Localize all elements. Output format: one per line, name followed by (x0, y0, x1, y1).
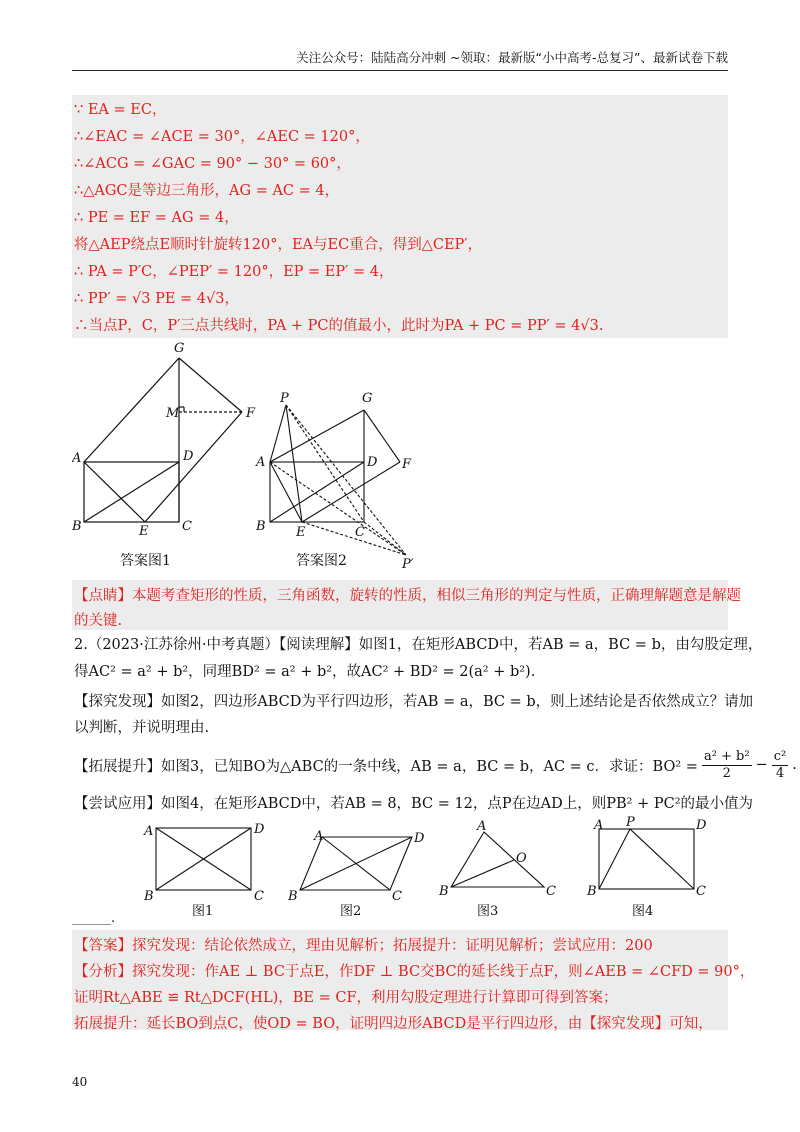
fig1-label-g: G (174, 341, 185, 356)
svg-text:B: B (587, 884, 597, 899)
problem2-apply: 【尝试应用】如图4，在矩形ABCD中，若AB = 8，BC = 12，点P在边AD上，则PB² + PC²的最小值为 (74, 796, 754, 812)
extend-frac-2-den: 4 (775, 765, 785, 781)
svg-text:P: P (626, 815, 635, 830)
fig2-label-p: P (280, 391, 289, 406)
problem-figure-1 (156, 828, 251, 890)
analysis-text-1: 探究发现：作AE ⊥ BC于点E，作DF ⊥ BC交BC的延长线于点F，则∠AEB = ∠CFD = 90°， (132, 964, 755, 980)
small-fig-4-caption: 图4 (632, 904, 654, 919)
problem2-line-2: 得AC² = a² + b²，同理BD² = a² + b²，故AC² + BD² = 2(a² + b²). (74, 664, 536, 680)
problem-figure-3 (451, 832, 544, 887)
svg-text:A: A (594, 818, 604, 833)
problem-figures-svg (72, 815, 728, 925)
svg-text:D: D (696, 818, 707, 833)
extend-text: 【拓展提升】如图3，已知BO为△ABC的一条中线，AB = a，BC = b，AC = c．求证：BO² = (74, 758, 698, 775)
solution-line: ∴△AGC是等边三角形，AG = AC = 4， (74, 183, 340, 199)
fig1-label-c: C (182, 519, 192, 534)
extend-frac-1 (702, 749, 752, 782)
page-number: 40 (72, 1075, 88, 1089)
problem2-explore-2: 以判断，并说明理由. (74, 720, 210, 736)
analysis-line-3: 拓展提升：延长BO到点C，使OD = BO，证明四边形ABCD是平行四边形，由【探究发现】可知， (74, 1016, 713, 1032)
answer-figure-2 (270, 405, 406, 555)
fig2-label-p-prime: P′ (402, 557, 414, 572)
small-fig-2-caption: 图2 (340, 904, 362, 919)
fig2-label-g: G (362, 391, 373, 406)
fig2-caption: 答案图2 (296, 553, 347, 569)
fig2-label-b: B (256, 519, 266, 534)
solution-line: ∴∠EAC = ∠ACE = 30°，∠AEC = 120°， (74, 129, 370, 145)
problem-figure-2 (300, 837, 412, 890)
solution-line: ∴ PP′ = √3 PE = 4√3， (74, 291, 239, 307)
problem2-explore-1: 【探究发现】如图2，四边形ABCD为平行四边形，若AB = a，BC = b，则上述结论是否依然成立？请加 (74, 694, 754, 710)
answer-blank: ______. (72, 911, 116, 925)
extend-frac-1-den: 2 (722, 765, 731, 781)
answer-figures (72, 340, 417, 576)
fig1-label-f: F (246, 406, 256, 421)
answer-figure-1 (84, 358, 242, 522)
svg-text:A: A (477, 819, 487, 834)
solution-line: 将△AEP绕点E顺时针旋转120°，EA与EC重合，得到△CEP′， (74, 237, 483, 253)
fig1-label-b: B (72, 519, 82, 534)
svg-text:D: D (254, 822, 265, 837)
extend-minus: − (755, 757, 768, 773)
solution-line: ∴ PE = EF = AG = 4， (74, 210, 239, 226)
fig2-label-f: F (402, 457, 412, 472)
svg-text:C: C (392, 889, 402, 904)
problem2-line-1: 2.（2023·江苏徐州·中考真题）【阅读理解】如图1，在矩形ABCD中，若AB = a，BC = b，由勾股定理， (74, 637, 763, 653)
svg-text:D: D (414, 831, 425, 846)
answer-text: 探究发现：结论依然成立，理由见解析；拓展提升：证明见解析；尝试应用：200 (132, 938, 653, 954)
svg-text:A: A (314, 829, 324, 844)
svg-text:C: C (254, 889, 264, 904)
small-fig-3-caption: 图3 (477, 904, 499, 919)
comment-line-1 (74, 584, 741, 605)
analysis-line-2: 证明Rt△ABE ≌ Rt△DCF(HL)，BE = CF，利用勾股定理进行计算即可得到答案； (74, 990, 618, 1006)
fig1-label-d: D (183, 449, 194, 464)
header-text: 关注公众号：陆陆高分冲刺 ~领取：最新版“小中高考-总复习”、最新试卷下载 (296, 50, 728, 65)
fig2-label-c: C (355, 525, 365, 540)
fig1-label-m: M (166, 406, 180, 421)
answer-tag: 【答案】 (74, 938, 132, 954)
svg-text:B: B (144, 889, 154, 904)
svg-text:O: O (516, 851, 527, 866)
extend-frac-2 (772, 749, 789, 782)
extend-frac-2-num: c² (773, 748, 787, 764)
extend-frac-1-num: a² + b² (703, 748, 750, 764)
svg-text:B: B (288, 889, 298, 904)
comment-text-1: 本题考查矩形的性质，三角函数，旋转的性质，相似三角形的判定与性质，正确理解题意是解题 (132, 588, 741, 604)
small-fig-1-caption: 图1 (192, 904, 214, 919)
problem2-extend (74, 747, 797, 783)
comment-tag: 【点睛】 (74, 588, 132, 604)
fig2-label-d: D (367, 455, 378, 470)
analysis-tag: 【分析】 (74, 964, 132, 980)
header-rule (72, 70, 728, 71)
problem-figures (72, 815, 728, 925)
problem-figure-4 (599, 829, 694, 889)
solution-line: ∴ PA = P′C，∠PEP′ = 120°，EP = EP′ = 4， (74, 264, 394, 280)
svg-text:A: A (144, 824, 154, 839)
svg-text:C: C (696, 884, 706, 899)
svg-text:B: B (439, 884, 449, 899)
solution-line: ∴∠ACG = ∠GAC = 90° − 30° = 60°， (74, 156, 351, 172)
solution-line: ∵ EA = EC， (74, 102, 167, 118)
svg-text:C: C (546, 884, 556, 899)
analysis-line-1 (74, 960, 754, 981)
fig2-label-e: E (296, 525, 306, 540)
extend-end: . (792, 757, 797, 773)
fig1-label-a: A (72, 451, 82, 466)
fig1-label-e: E (139, 524, 149, 539)
fig2-label-a: A (256, 455, 266, 470)
answer-figures-svg (72, 340, 417, 576)
fig1-caption: 答案图1 (120, 553, 171, 569)
answer-line (74, 934, 653, 955)
solution-line: ∴当点P，C，P′三点共线时，PA + PC的值最小，此时为PA + PC = PP′ = 4√3. (74, 318, 604, 334)
comment-line-2: 的关键. (74, 613, 123, 629)
